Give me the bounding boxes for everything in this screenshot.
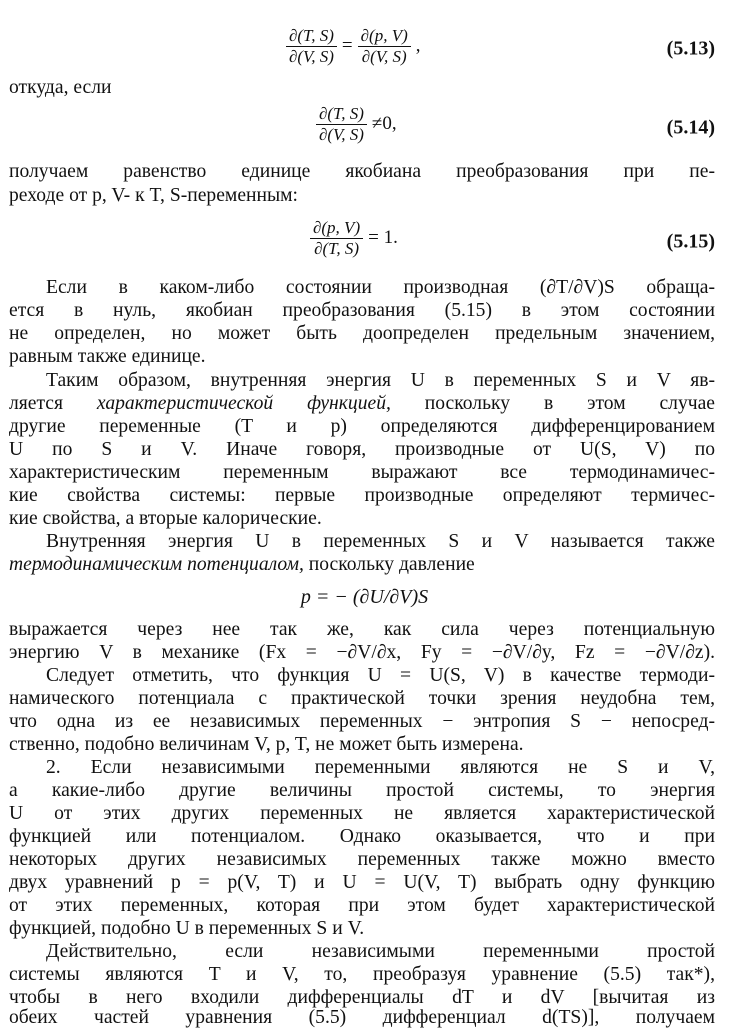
text-line: другие переменные (T и p) определяются дифференцированием xyxy=(9,416,715,437)
text-line: чтобы в него входили дифференциалы dT и dV [вычитая из xyxy=(9,987,715,1008)
text-line: термодинамическим потенциалом, поскольку давление xyxy=(9,554,475,575)
text-line: Следует отметить, что функция U = U(S, V) в качестве термоди- xyxy=(46,665,715,686)
text-line: кие свойства системы: первые производные определяют термичес- xyxy=(9,485,715,506)
equation-number: (5.14) xyxy=(666,116,715,139)
text-line: от этих переменных, которая при этом будет характеристической xyxy=(9,895,715,916)
italic-term: характеристической функцией, xyxy=(96,393,391,414)
text-line: характеристическим переменным выражают все термодинамичес- xyxy=(9,462,715,483)
text-line: равным также единице. xyxy=(9,346,206,367)
text-line: Если в каком-либо состоянии производная (∂T/∂V)S обраща- xyxy=(46,277,715,298)
equation-number: (5.13) xyxy=(666,37,715,60)
text-line: что одна из ее независимых переменных − энтропия S − непосред- xyxy=(9,711,715,732)
text-line: U по S и V. Иначе говоря, производные от U(S, V) по xyxy=(9,439,715,460)
text-line: U от этих других переменных не является характеристической xyxy=(9,803,715,824)
equation-5-15: $\frac{\partial(p, V)}{\partial(T, S)}$ = 1. (5.15) xyxy=(0,214,729,270)
text-line: а какие-либо другие величины простой системы, то энергия xyxy=(9,780,715,801)
pressure-formula: p = − (∂U/∂V)S xyxy=(300,586,429,608)
text-line: обеих частей уравнения (5.5) дифференциал d(TS)], получаем xyxy=(9,1007,715,1028)
text-line: выражается через нее так же, как сила через потенциальную xyxy=(9,619,715,640)
text-line: системы являются T и V, то, преобразуя уравнение (5.5) так*), xyxy=(9,964,715,985)
text-line: 2. Если независимыми переменными являются не S и V, xyxy=(46,757,715,778)
text-line: некоторых других независимых переменных также можно вместо xyxy=(9,849,715,870)
text-line: получаем равенство единице якобиана преобразования при пе- xyxy=(9,161,715,182)
text-line: откуда, если xyxy=(9,77,112,98)
text-line: двух уравнений p = p(V, T) и U = U(V, T) выбрать одну функцию xyxy=(9,872,715,893)
text-line: ляется характеристической функцией, поскольку в этом случае xyxy=(9,393,715,414)
fraction: $\frac{\partial(p, V)}{\partial(V, S)}$ xyxy=(358,26,411,66)
equation-5-13: $\frac{\partial(T, S)}{\partial(V, S)}$ = $\frac{\partial(p, V)}{\partial(V, S)}$ , (5.13) xyxy=(0,22,729,76)
text-line: ется в нуль, якобиан преобразования (5.15) в этом состоянии xyxy=(9,300,715,321)
equation-5-14: $\frac{\partial(T, S)}{\partial(V, S)}$ ≠0, (5.14) xyxy=(0,100,729,156)
text-line: Действительно, если независимыми переменными простой xyxy=(46,941,715,962)
fraction: $\frac{\partial(p, V)}{\partial(T, S)}$ xyxy=(310,218,363,258)
text-line: функцией или потенциалом. Однако оказывается, что и при xyxy=(9,826,715,847)
text-line: не определен, но может быть доопределен предельным значением, xyxy=(9,323,715,344)
equation-number: (5.15) xyxy=(666,230,715,253)
fraction: $\frac{\partial(T, S)}{\partial(V, S)}$ xyxy=(286,26,337,66)
text-line: намического потенциала с практической точки зрения неудобна тем, xyxy=(9,688,715,709)
fraction: $\frac{\partial(T, S)}{\partial(V, S)}$ xyxy=(316,104,367,144)
italic-term: термодинамическим потенциалом, xyxy=(9,554,304,575)
text-line: Внутренняя энергия U в переменных S и V называется также xyxy=(46,531,715,552)
text-line: реходе от p, V- к T, S-переменным: xyxy=(9,185,298,206)
text-line: Таким образом, внутренняя энергия U в переменных S и V яв- xyxy=(46,370,715,391)
text-line: ственно, подобно величинам V, p, T, не может быть измерена. xyxy=(9,734,524,755)
text-line: функцией, подобно U в переменных S и V. xyxy=(9,918,365,939)
text-line: энергию V в механике (Fx = −∂V/∂x, Fy = −∂V/∂y, Fz = −∂V/∂z). xyxy=(9,642,715,663)
text-line: кие свойства, а вторые калорические. xyxy=(9,508,322,529)
